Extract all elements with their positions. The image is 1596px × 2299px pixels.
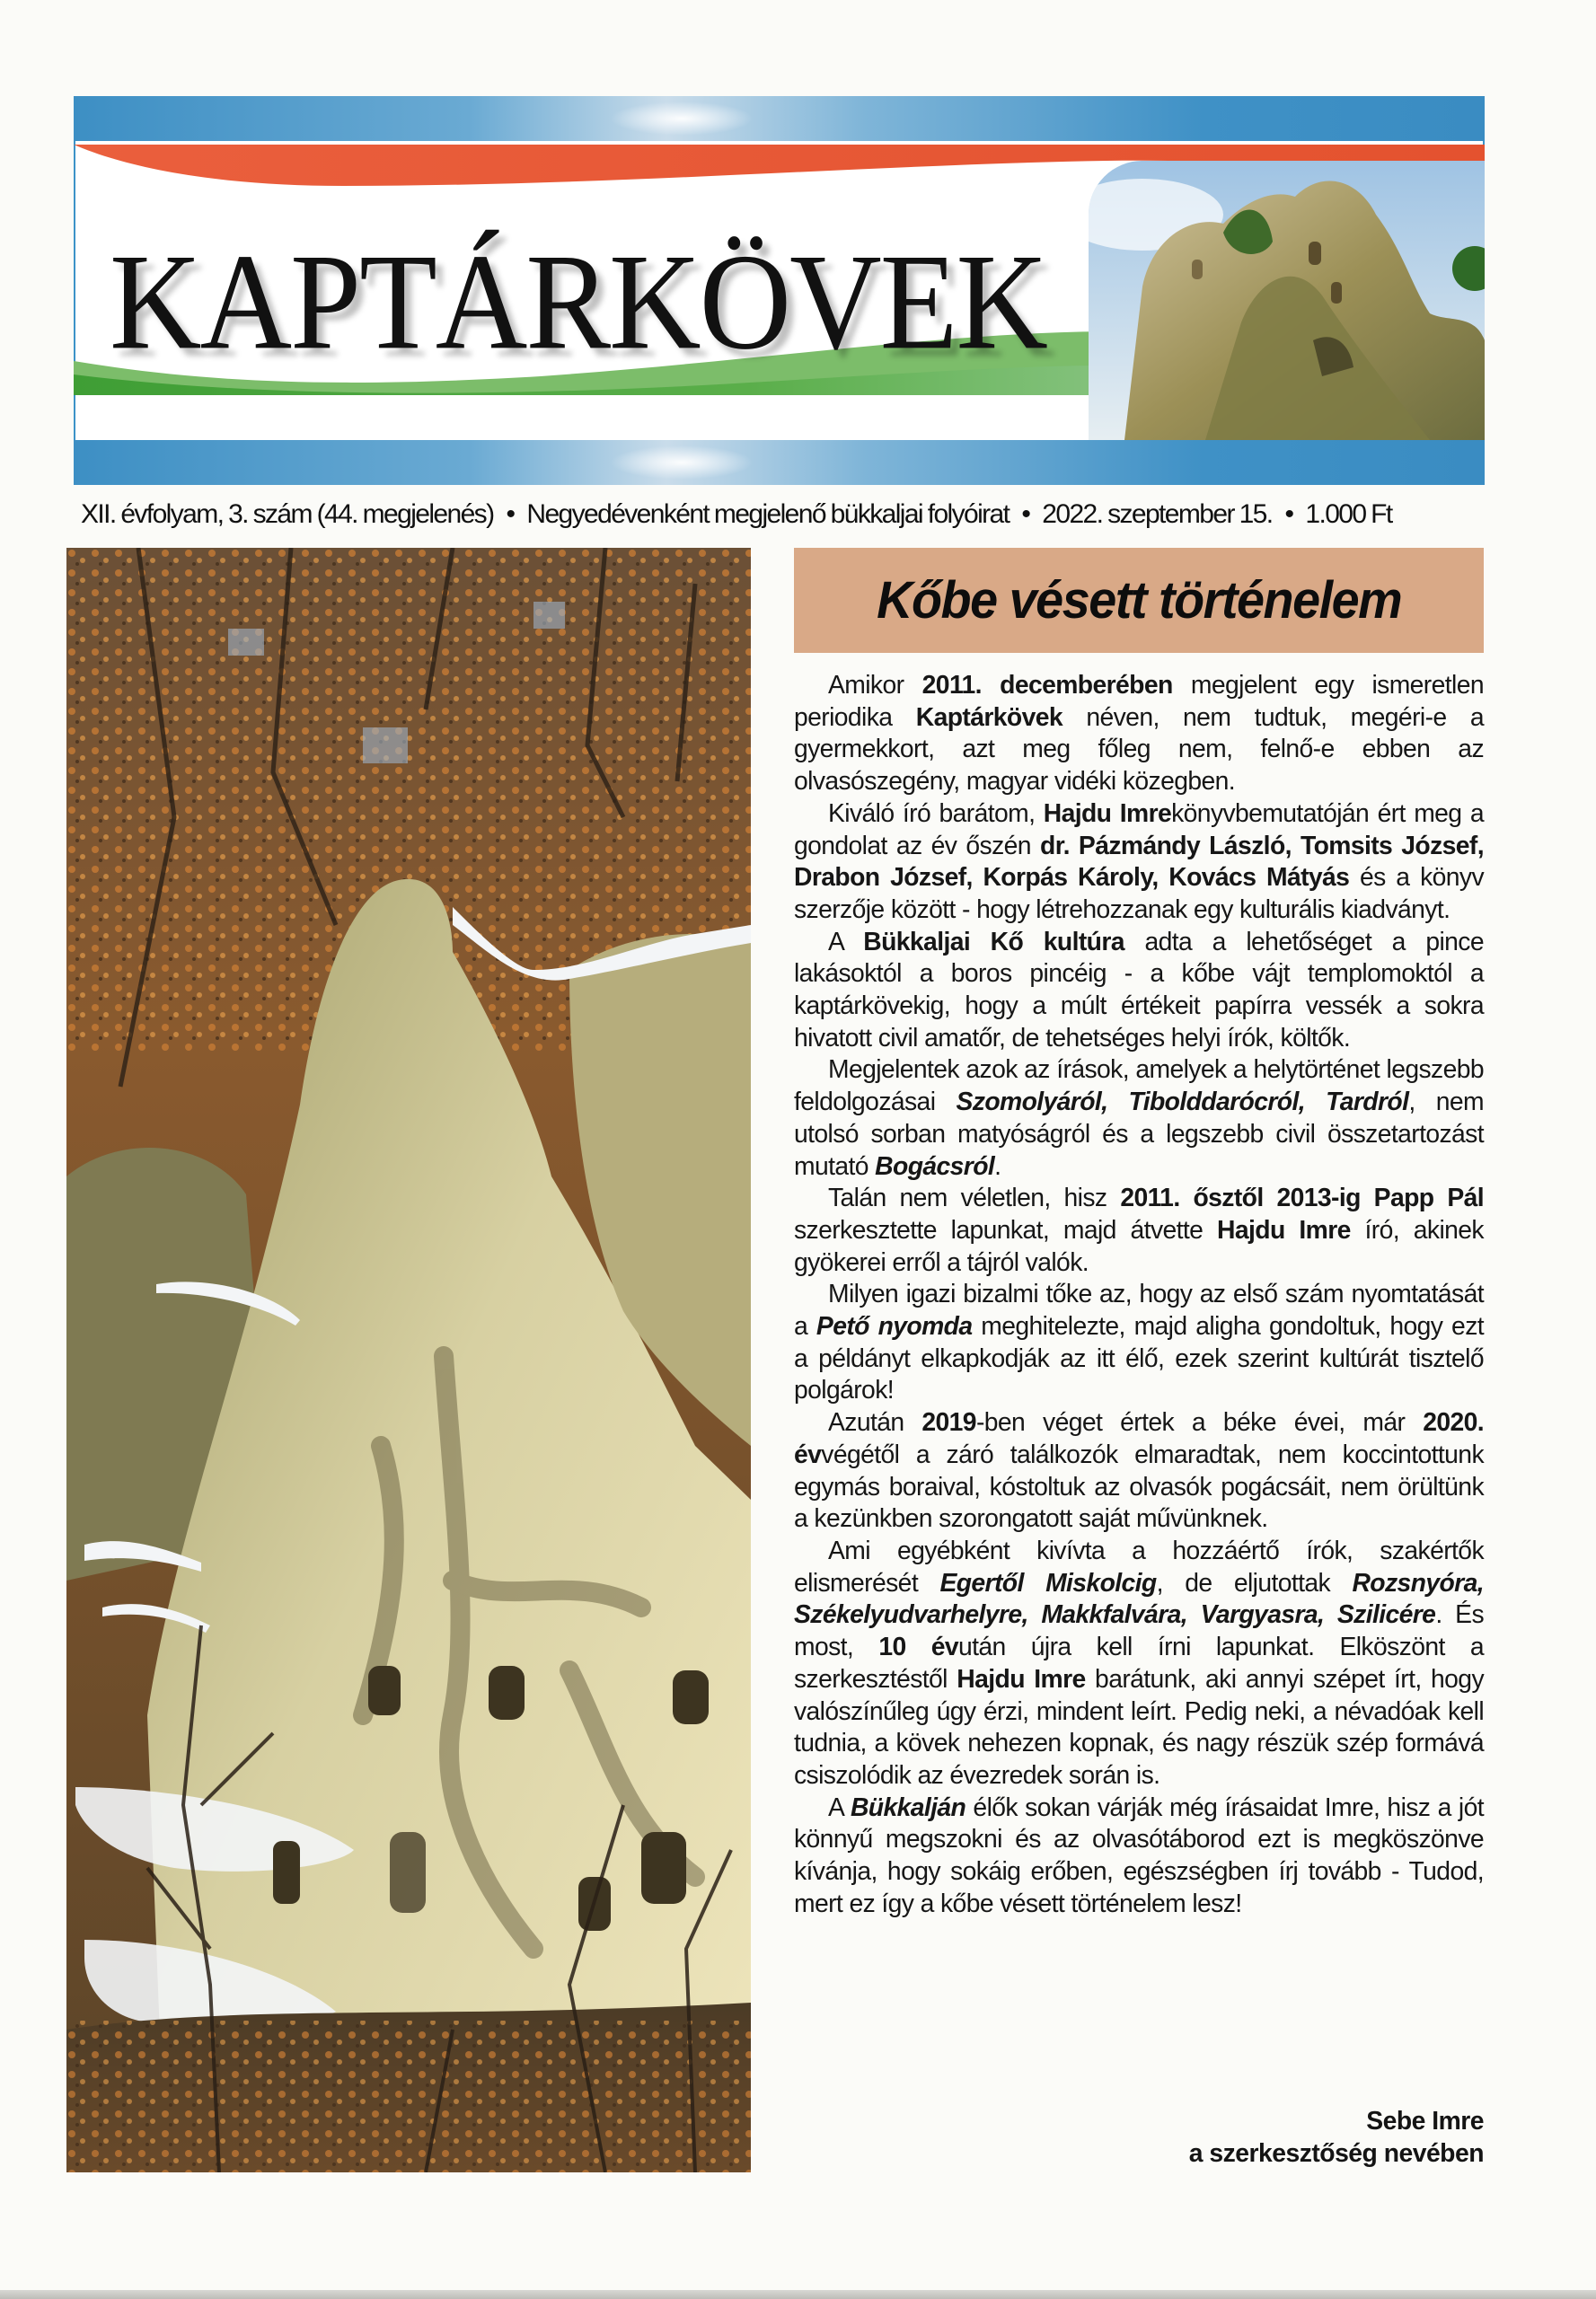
text-run: , de eljutottak (1156, 1567, 1353, 1597)
text-run: , nem utolsó sorban matyóságról és a legszebb civil összetartozást mutató (794, 1087, 1484, 1180)
author-name: Sebe Imre (1366, 2106, 1484, 2135)
text-run: . És most, (794, 1599, 1484, 1661)
bold-italic-text: Szomolyáról, Tibolddarócról, Tardról (956, 1087, 1409, 1116)
masthead-title: KAPTÁRKÖVEK (110, 225, 1046, 378)
bullet-separator: • (506, 499, 515, 529)
article-paragraph (794, 1792, 1484, 1920)
text-run: barátunk, aki annyi szépet írt, hogy valószínűleg úgy érzi, mindent leírt. Pedig neki, a névadóak kell tudnia, a kövek nehezen kopnak, és nagy részük szép formává csiszolódik az évezredek során is. (794, 1663, 1484, 1789)
text-run: és a könyv szerzője között - hogy létrehozzanak egy kulturális kiadványt. (794, 862, 1484, 923)
bold-text: Hajdu Imre (957, 1663, 1086, 1693)
text-run: A (828, 1792, 851, 1821)
text-run: Megjelentek azok az írások, amelyek a helytörténet legszebb feldolgozásai (794, 1054, 1484, 1116)
bullet-separator: • (1021, 499, 1030, 529)
bullet-separator: • (1284, 499, 1293, 529)
text-run: -ben véget értek a béke évei, már (975, 1407, 1424, 1437)
text-run: után újra kell írni lapunkat. Elköszönt a szerkesztéstől (794, 1632, 1484, 1693)
bold-text: 2020. év (794, 1407, 1484, 1468)
text-run: megjelent egy ismeretlen periodika (794, 670, 1484, 731)
text-run: néven, nem tudtuk, megéri-e a gyermekkort, azt meg főleg nem, felnő-e ebben az olvasószegény, magyar vidéki közegben. (794, 701, 1484, 796)
bold-text: Hajdu Imre (1217, 1214, 1351, 1244)
text-run: élők sokan várják még írásaidat Imre, hisz a jót könnyű megszokni és az olvasótáborod ezt is megköszönve kívánja, hogy sokáig erőben, egészségben írj tovább - Tudod, mert ez így a kőbe vésett történelem lesz! (794, 1792, 1485, 1917)
bold-italic-text: Bogácsról (875, 1150, 995, 1180)
bold-text: Bükkaljai Kő kultúra (863, 926, 1124, 956)
text-run: Amikor (828, 670, 922, 699)
cave-dwelling-rock-photo (66, 548, 751, 2172)
article-paragraph (794, 797, 1484, 926)
text-run: szerkesztette lapunkat, majd átvette (794, 1214, 1218, 1244)
text-run: A (828, 926, 864, 956)
issue-info-line (81, 499, 1491, 530)
text-run: Talán nem véletlen, hisz (828, 1183, 1121, 1212)
text-run: Milyen igazi bizalmi tőke az, hogy az első szám nyomtatását a (794, 1279, 1484, 1341)
article-headline: Kőbe vésett történelem (876, 571, 1402, 630)
article-paragraph (794, 1278, 1484, 1406)
article-paragraph (794, 1406, 1484, 1535)
text-run: író, akinek gyökerei erről a tájról valók. (794, 1214, 1484, 1276)
masthead-banner (74, 96, 1485, 485)
issue-frequency: Negyedévenként megjelenő bükkaljai folyóirat (526, 499, 1010, 529)
bold-text: dr. Pázmándy László, Tomsits József, Drabon József, Korpás Károly, Kovács Mátyás (794, 830, 1484, 892)
text-run: meghitelezte, majd aligha gondoltuk, hogy ezt a példányt elkapkodják az itt élő, ezek szerint kultúrát tisztelő polgárok! (794, 1311, 1485, 1405)
bold-text: Kaptárkövek (915, 701, 1063, 731)
bold-text: 10 év (878, 1632, 958, 1661)
text-run: adta a lehetőséget a pince lakásoktól a boros pincéig - a kőbe vájt templomoktól a kaptárkövekig, hogy a múlt értékeit papírra vessék a sokra hivatott civil amatőr, de tehetséges helyi írók, költők. (794, 926, 1484, 1052)
banner-rock-photo (1089, 161, 1485, 440)
text-run: Azután (828, 1407, 922, 1437)
article-paragraph (794, 1182, 1484, 1278)
article-paragraph (794, 1053, 1484, 1182)
bold-text: 2011. ősztől 2013-ig Papp Pál (1120, 1183, 1484, 1212)
bold-italic-text: Bükkalján (850, 1792, 966, 1821)
banner-bottom-blue-band (74, 440, 1485, 485)
bold-italic-text: Egertől Miskolcig (939, 1567, 1157, 1597)
bold-text: 2011. decemberében (921, 670, 1173, 699)
bold-italic-text: Rozsnyóra, Székelyudvarhelyre, Makkfalvára, Vargyasra, Szilicére (794, 1567, 1484, 1629)
issue-price: 1.000 Ft (1305, 499, 1392, 529)
bold-italic-text: Pető nyomda (816, 1311, 973, 1341)
scan-edge (0, 2290, 1596, 2299)
article-body (794, 669, 1484, 1919)
text-run: . (994, 1150, 1001, 1180)
text-run: végétől a záró találkozók elmaradtak, nem koccintottunk egymás boraival, kóstoltuk az olvasók pogácsáit, nem örültünk a kezünkben szorongatott saját művünknek. (794, 1439, 1484, 1533)
headline-box (794, 548, 1484, 653)
bold-text: Hajdu Imre (1043, 797, 1172, 827)
article-signature (794, 2104, 1484, 2169)
author-role: a szerkesztőség nevében (1188, 2138, 1484, 2167)
article-paragraph (794, 1535, 1484, 1792)
text-run: Ami egyébként kivívta a hozzáértő írók, szakértők elismerését (794, 1535, 1484, 1597)
issue-date: 2022. szeptember 15. (1042, 499, 1273, 529)
article-paragraph (794, 669, 1484, 797)
text-run: könyvbemutatóján ért meg a gondolat az év őszén (794, 797, 1484, 859)
banner-top-blue-band (74, 96, 1485, 141)
bold-text: 2019 (921, 1407, 976, 1437)
issue-volume: XII. évfolyam, 3. szám (44. megjelenés) (81, 499, 494, 529)
text-run: Kiváló író barátom, (828, 797, 1044, 827)
article-paragraph (794, 926, 1484, 1054)
